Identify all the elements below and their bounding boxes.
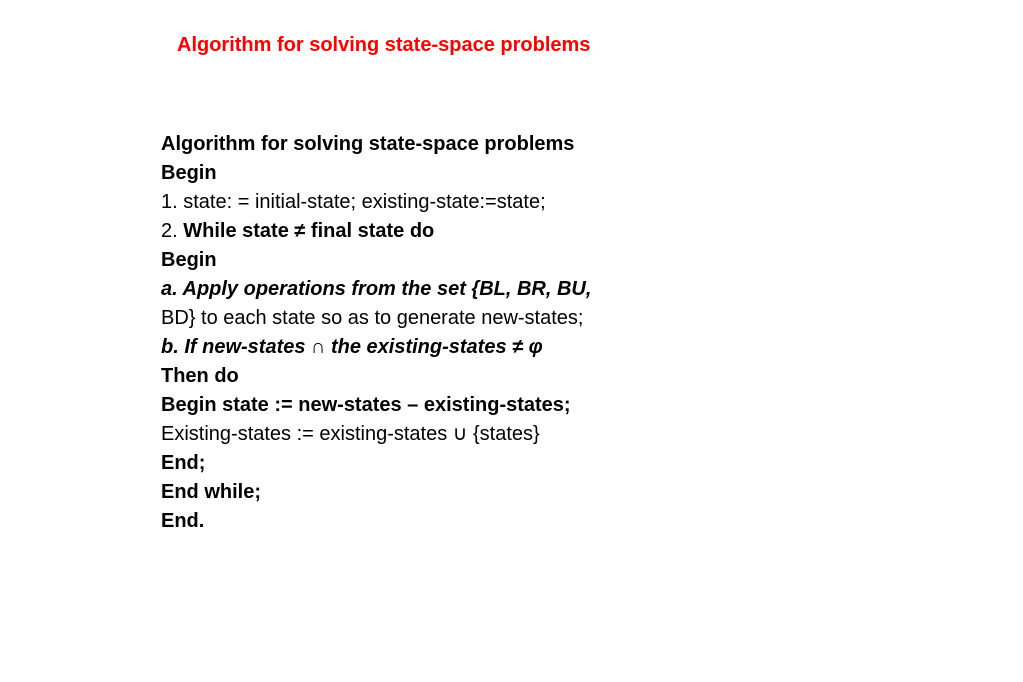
step-a-continuation: BD} to each state so as to generate new-states; [161,307,584,329]
step-b-suffix: the existing-states ≠ φ [325,336,543,358]
begin-keyword: Begin [161,162,217,184]
step-a: a. Apply operations from the set {BL, BR, BU, [161,278,592,300]
step-2 [161,217,681,246]
inner-begin-keyword: Begin [161,249,217,271]
intersection-symbol: ∩ [311,336,326,358]
then-do: Then do [161,365,239,387]
step-b [161,333,681,362]
slide-title: Algorithm for solving state-space problems [177,34,591,56]
step-2-text: While state ≠ final state do [183,220,435,242]
step-2-number: 2. [161,220,184,242]
end-while-keyword: End while; [161,481,261,503]
step-1: 1. state: = initial-state; existing-state:=state; [161,191,546,213]
algorithm-body [161,130,681,536]
algorithm-heading: Algorithm for solving state-space problems [161,133,575,155]
step-b-prefix: b. If new-states [161,336,312,358]
end-keyword: End; [161,452,206,474]
end-final-keyword: End. [161,510,205,532]
existing-states-update: Existing-states := existing-states ∪ {states} [161,423,540,445]
begin-state-assignment: Begin state := new-states – existing-states; [161,394,571,416]
